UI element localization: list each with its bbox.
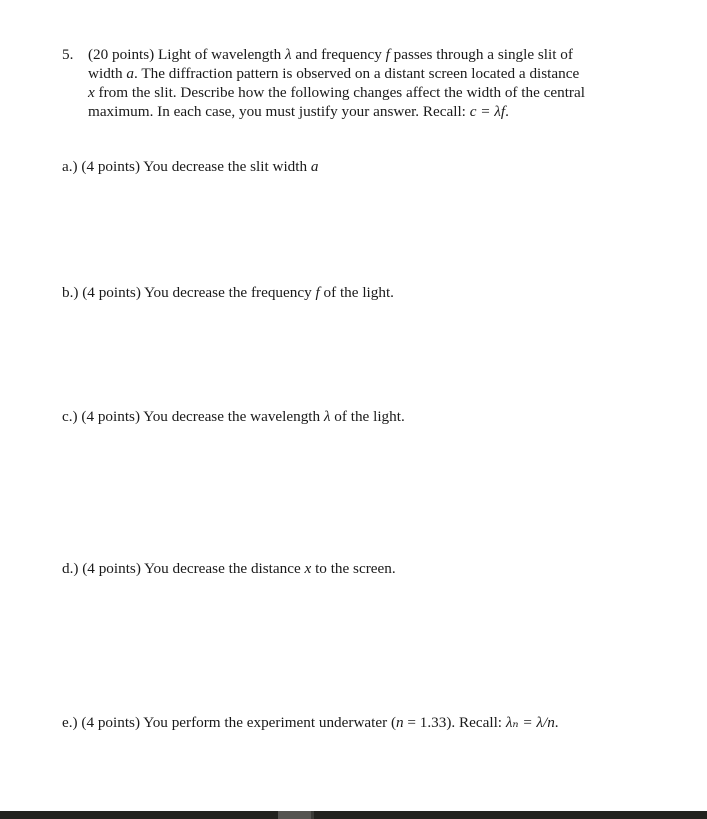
text-segment: . The diffraction pattern is observed on a distant screen located a distance [134, 65, 580, 82]
question-line [88, 45, 573, 64]
text-segment: and frequency [291, 46, 386, 63]
text-segment: b.) (4 points) You decrease the frequency [62, 284, 316, 301]
math-symbol: a [126, 65, 134, 82]
part-prompt [62, 713, 559, 732]
math-symbol: f [385, 46, 390, 63]
text-segment: a.) (4 points) You decrease the slit width [62, 158, 311, 175]
text-segment: maximum. In each case, you must justify your answer. Recall: [88, 103, 470, 120]
math-symbol: λ [323, 408, 331, 425]
math-symbol: λₙ = λ/n [505, 714, 555, 731]
part-prompt [62, 407, 405, 426]
text-segment: of the light. [330, 408, 405, 425]
question-line [88, 64, 579, 83]
text-segment: passes through a single slit of [389, 46, 573, 63]
math-symbol: n [396, 714, 404, 731]
text-segment: from the slit. Describe how the following changes affect the width of the central [94, 84, 585, 101]
part-prompt [62, 157, 318, 176]
text-segment: d.) (4 points) You decrease the distance [62, 560, 305, 577]
part-prompt [62, 559, 396, 578]
scrollbar-thumb-edge [311, 811, 314, 819]
math-symbol: x [88, 84, 95, 101]
text-segment: (20 points) Light of wavelength [88, 46, 285, 63]
text-segment: to the screen. [311, 560, 396, 577]
scrollbar-thumb[interactable] [278, 811, 311, 819]
math-symbol: a [310, 158, 319, 175]
part-prompt [62, 283, 394, 302]
text-segment: . [505, 103, 509, 120]
math-symbol: x [304, 560, 312, 577]
text-segment: . [554, 714, 559, 731]
question-number: 5. [62, 46, 74, 63]
text-segment: width [88, 65, 127, 82]
math-symbol: λ [284, 46, 292, 63]
text-segment: e.) (4 points) You perform the experiment underwater ( [62, 714, 397, 731]
math-symbol: f [315, 284, 320, 301]
math-symbol: c = λf [469, 103, 506, 120]
question-line [88, 102, 509, 121]
horizontal-scrollbar[interactable] [0, 811, 707, 819]
text-segment: of the light. [319, 284, 394, 301]
text-segment: = 1.33). Recall: [403, 714, 506, 731]
question-line [88, 83, 585, 102]
text-segment: c.) (4 points) You decrease the wavelength [62, 408, 324, 425]
